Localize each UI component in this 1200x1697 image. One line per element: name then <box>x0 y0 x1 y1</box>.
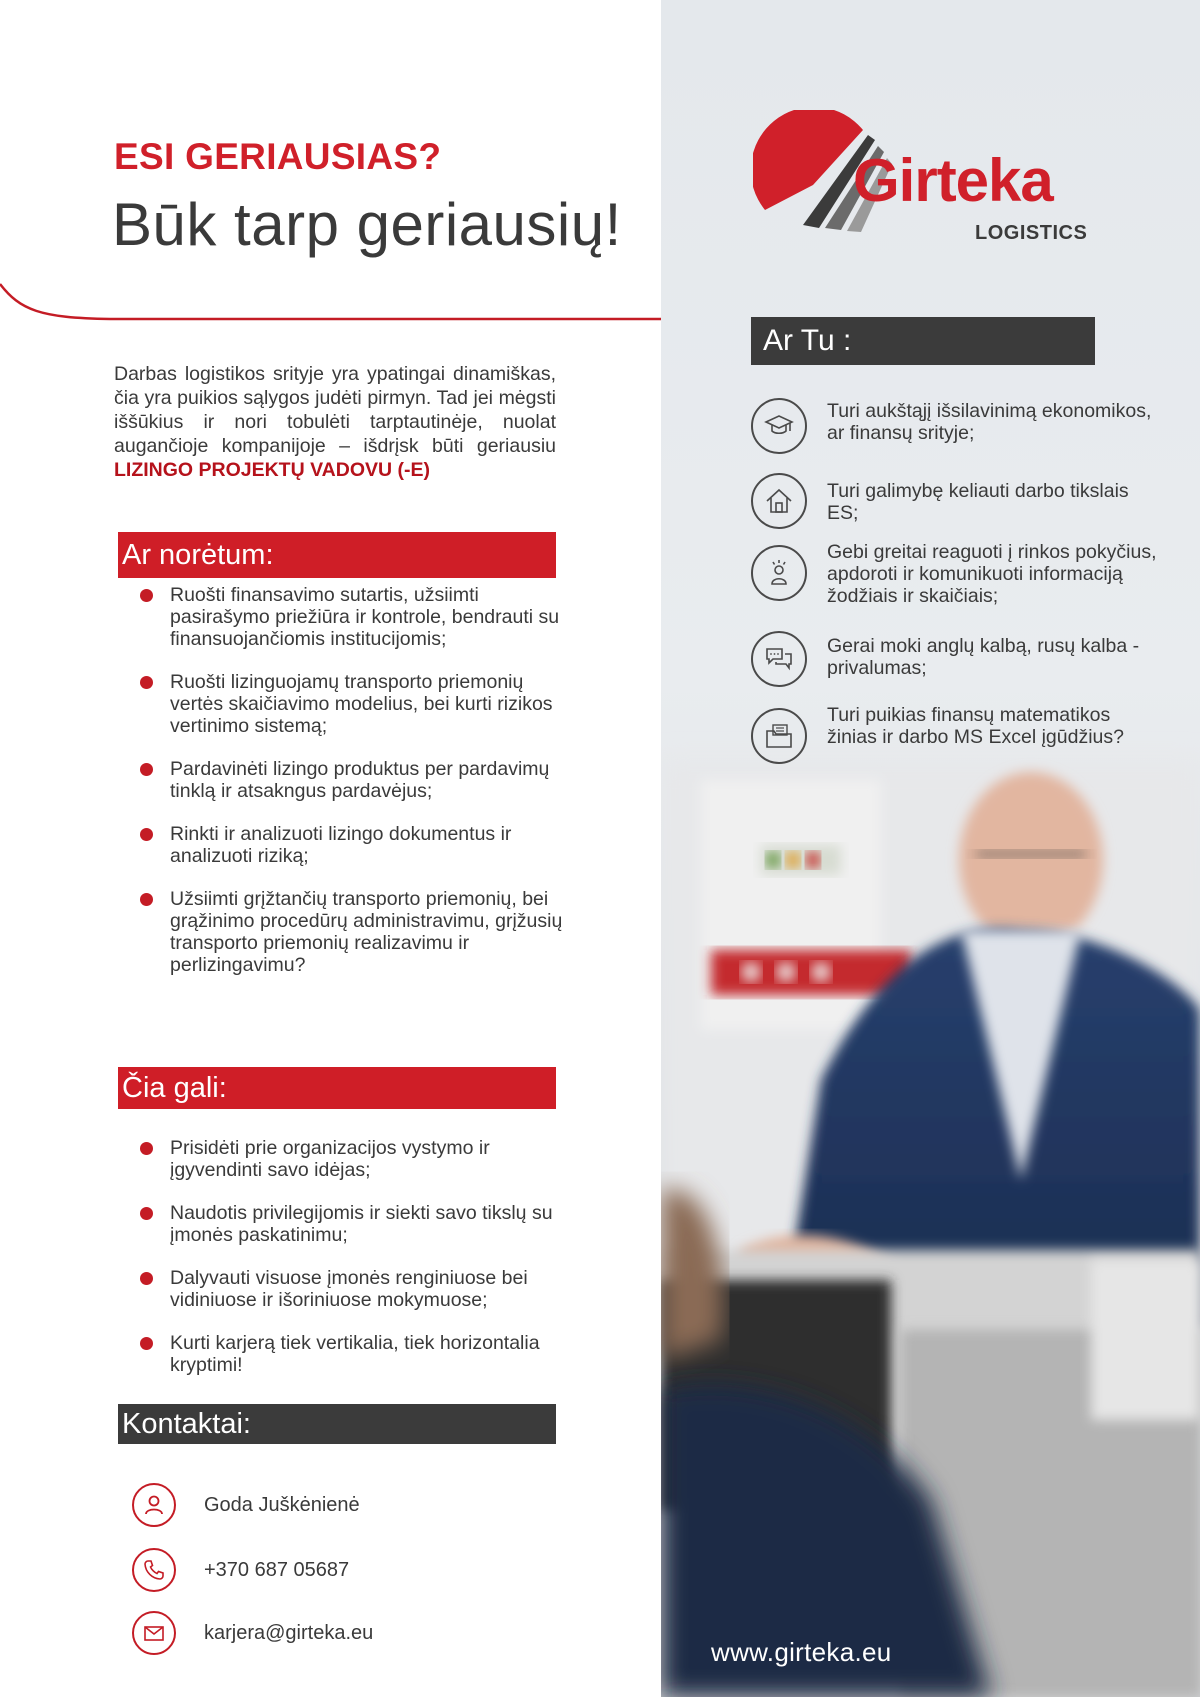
intro-text: Darbas logistikos srityje yra ypatingai dinamiškas, čia yra puikios sąlygos judėti pirmyn. Tad jei mėgsti iššūkius ir nori tobulėti tarptautinėje, nuolat augančioje kompanijoje – išdrįsk būti geriausiu <box>114 363 556 457</box>
list-item <box>138 823 568 867</box>
subheadline: Būk tarp geriausių! <box>112 191 622 258</box>
right-column <box>661 0 1200 1697</box>
bullet-dot <box>140 1207 153 1220</box>
office-photo <box>661 0 1200 1697</box>
bullet-dot <box>140 1337 153 1350</box>
website-link[interactable]: www.girteka.eu <box>711 1637 892 1667</box>
list-norietum <box>138 584 568 997</box>
person-icon <box>132 1483 176 1527</box>
list-item-text: Pardavinėti lizingo produktus per pardavimų tinklą ir atsakngus pardavėjus; <box>170 758 550 802</box>
list-item <box>138 758 568 802</box>
list-item <box>138 1202 568 1246</box>
bullet-dot <box>140 828 153 841</box>
bullet-dot <box>140 1272 153 1285</box>
divider-curve <box>0 270 661 330</box>
requirement-text: Turi aukštąjį išsilavinimą ekonomikos, ar finansų srityje; <box>827 400 1152 444</box>
contact-phone[interactable]: +370 687 05687 <box>204 1558 350 1581</box>
requirement-row <box>751 631 1157 687</box>
list-item-text: Prisidėti prie organizacijos vystymo ir įgyvendinti savo idėjas; <box>170 1137 490 1181</box>
list-item-text: Naudotis privilegijomis ir siekti savo tikslų su įmonės paskatinimu; <box>170 1202 553 1246</box>
list-item <box>138 888 568 976</box>
mail-icon <box>132 1611 176 1655</box>
graduation-cap-icon <box>751 398 807 454</box>
requirement-text: Turi puikias finansų matematikos žinias ir darbo MS Excel įgūdžius? <box>827 704 1124 748</box>
idea-person-icon <box>751 545 807 601</box>
section-title-gali: Čia gali: <box>118 1067 556 1109</box>
requirement-row <box>751 704 1157 764</box>
list-item-text: Kurti karjerą tiek vertikalia, tiek horizontalia kryptimi! <box>170 1332 540 1376</box>
logo-wordmark: Girteka <box>853 147 1053 214</box>
girteka-logo <box>753 110 1113 250</box>
bullet-dot <box>140 676 153 689</box>
contact-name-row <box>132 1480 360 1530</box>
headline: ESI GERIAUSIAS? <box>114 136 442 177</box>
bullet-dot <box>140 589 153 602</box>
phone-icon <box>132 1548 176 1592</box>
requirement-text: Turi galimybę keliauti darbo tikslais ES; <box>827 480 1129 524</box>
intro-paragraph <box>114 362 556 482</box>
list-item <box>138 671 568 737</box>
bullet-dot <box>140 1142 153 1155</box>
list-item <box>138 584 568 650</box>
requirement-row <box>751 398 1157 454</box>
list-item <box>138 1267 568 1311</box>
contact-email[interactable]: karjera@girteka.eu <box>204 1621 374 1644</box>
list-item-text: Dalyvauti visuose įmonės renginiuose bei vidiniuose ir išoriniuose mokymuose; <box>170 1267 528 1311</box>
chat-bubbles-icon <box>751 631 807 687</box>
list-item-text: Ruošti lizinguojamų transporto priemonių vertės skaičiavimo modelius, bei kurti rizikos vertinimo sistemą; <box>170 671 553 737</box>
bullet-dot <box>140 763 153 776</box>
contact-name: Goda Juškėnienė <box>204 1493 360 1516</box>
intro-highlight: LIZINGO PROJEKTŲ VADOVU (-E) <box>114 459 430 481</box>
list-item-text: Rinkti ir analizuoti lizingo dokumentus ir analizuoti riziką; <box>170 823 512 867</box>
contact-phone-row <box>132 1545 349 1595</box>
requirement-text: Gebi greitai reaguoti į rinkos pokyčius, apdoroti ir komunikuoti informaciją žodžiais ir skaičiais; <box>827 541 1157 607</box>
requirement-row <box>751 541 1157 607</box>
requirement-text: Gerai moki anglų kalbą, rusų kalba - privalumas; <box>827 635 1140 679</box>
home-icon <box>751 473 807 529</box>
requirement-row <box>751 473 1157 529</box>
list-item <box>138 1332 568 1376</box>
bullet-dot <box>140 893 153 906</box>
list-item-text: Užsiimti grįžtančių transporto priemonių, bei grąžinimo procedūrų administravimu, grįžusių transporto priemonių realizavimu ir perlizingavimu? <box>170 888 563 976</box>
section-title-norietum: Ar norėtum: <box>118 532 556 578</box>
folder-documents-icon <box>751 708 807 764</box>
section-title-kontaktai: Kontaktai: <box>118 1404 556 1444</box>
list-gali <box>138 1137 568 1397</box>
section-title-artu: Ar Tu : <box>751 317 1095 365</box>
contact-email-row <box>132 1608 373 1658</box>
logo-subtitle: LOGISTICS <box>975 222 1088 244</box>
list-item-text: Ruošti finansavimo sutartis, užsiimti pasirašymo priežiūra ir kontrole, bendrauti su finansuojančiomis institucijomis; <box>170 584 560 650</box>
list-item <box>138 1137 568 1181</box>
